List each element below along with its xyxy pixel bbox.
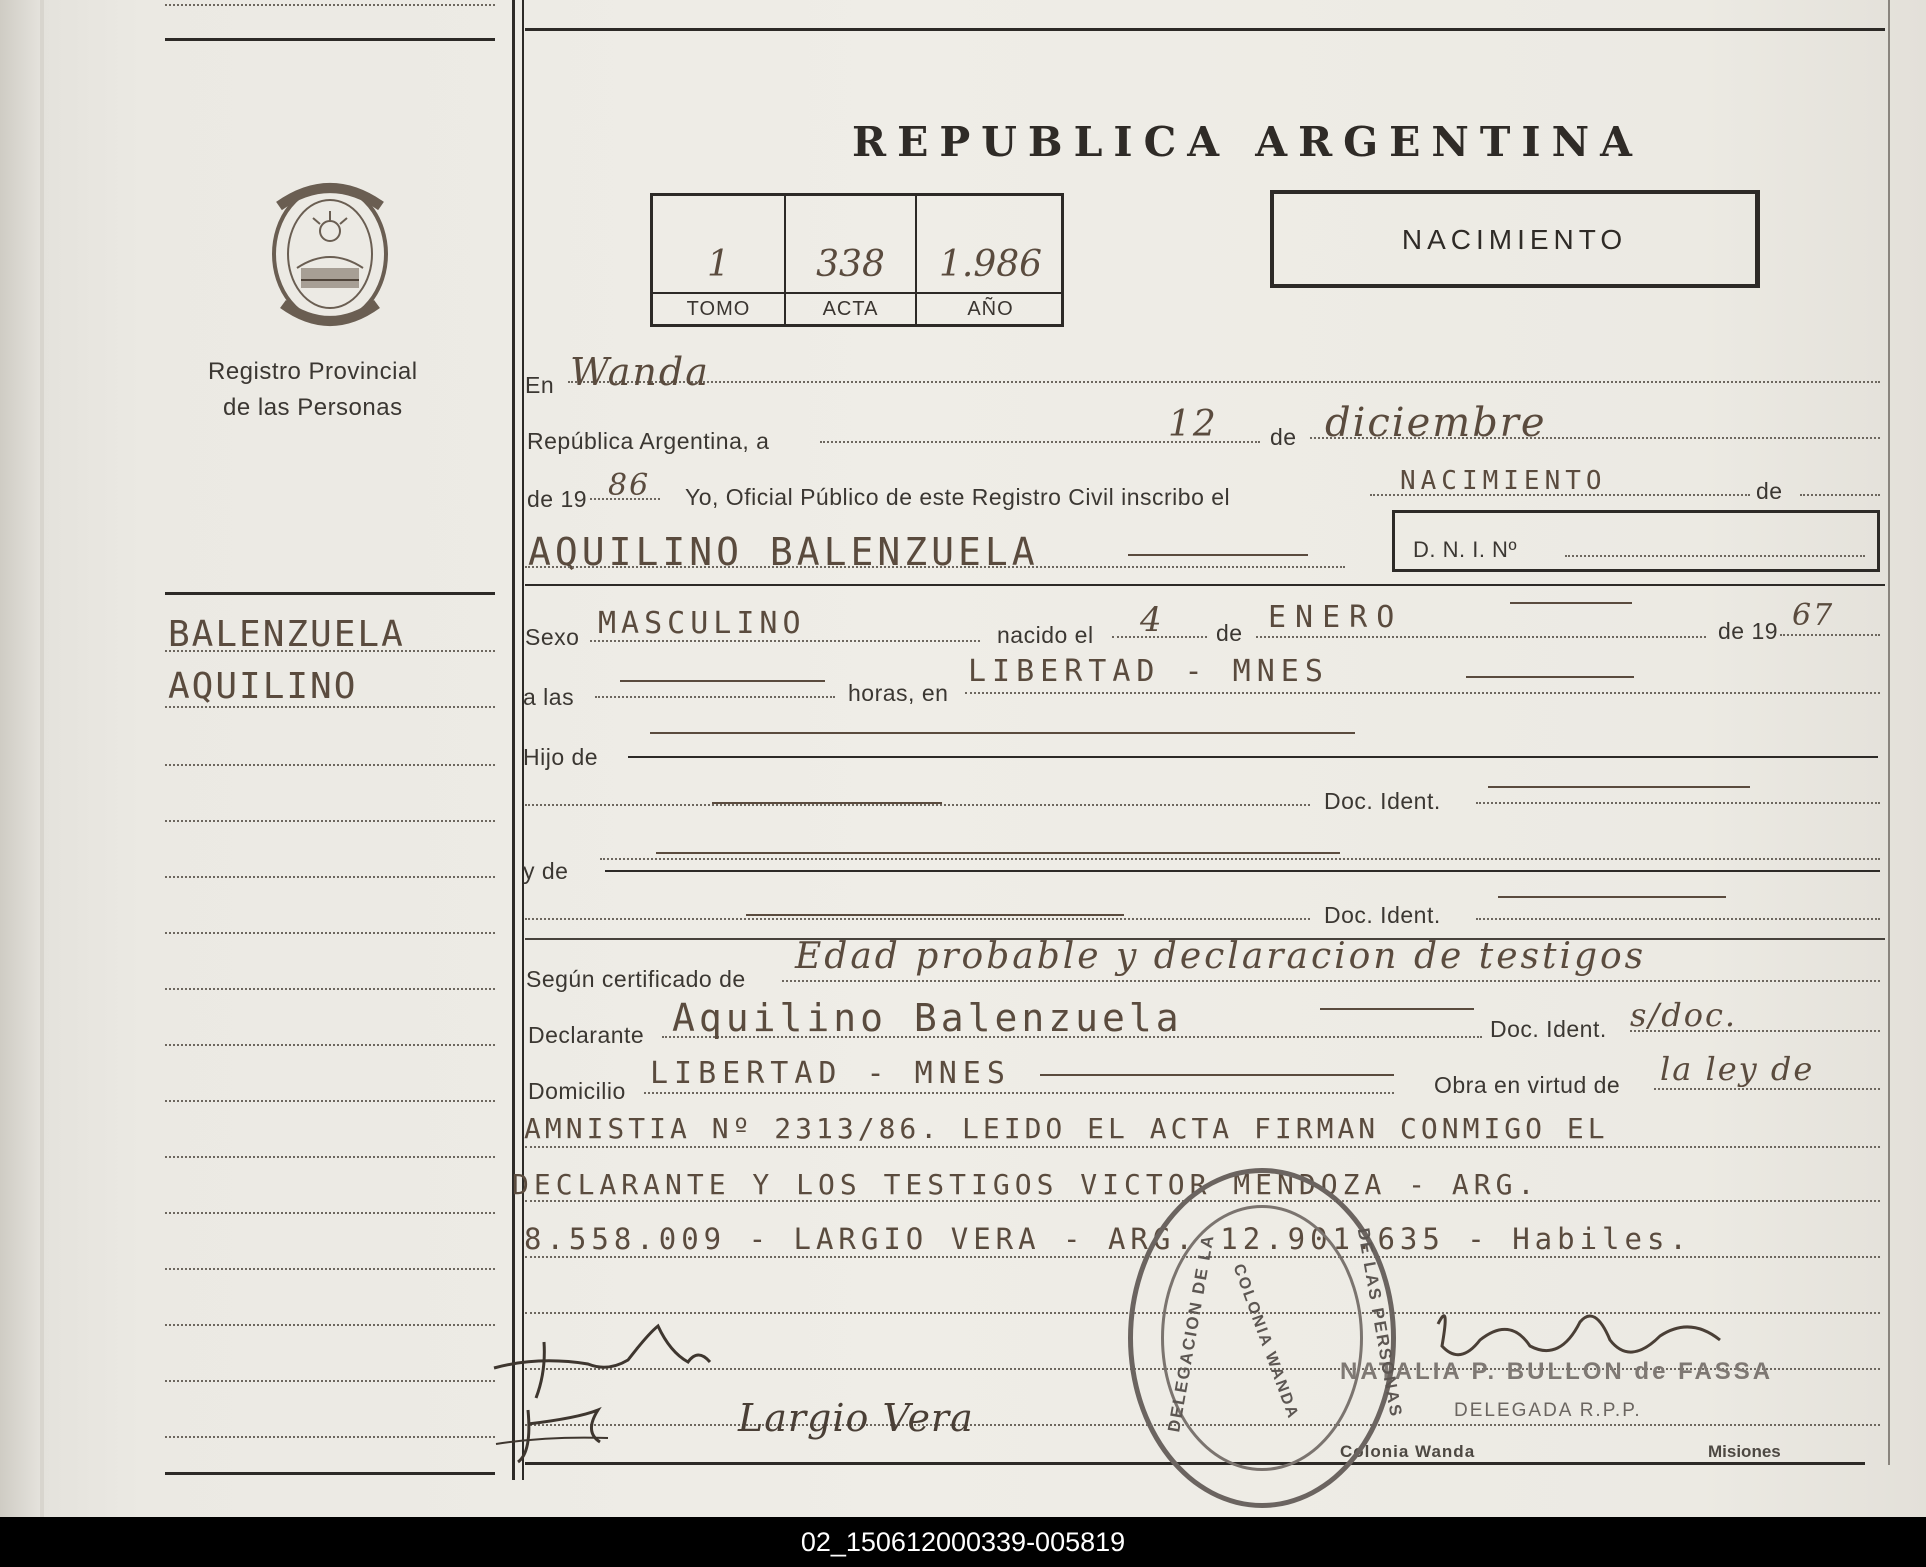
value-birth-place: LIBERTAD - MNES xyxy=(968,654,1329,689)
father-dash xyxy=(650,732,1355,734)
label-doc-2: Doc. Ident. xyxy=(1324,902,1441,928)
column-divider xyxy=(512,0,515,1480)
margin-name: AQUILINO xyxy=(168,666,358,707)
value-declarant: Aquilino Balenzuela xyxy=(672,996,1183,1040)
record-number-grid xyxy=(650,193,1064,327)
label-en: En xyxy=(525,372,555,398)
declarant-signature-icon xyxy=(488,1312,748,1472)
label-doc-1: Doc. Ident. xyxy=(1324,788,1441,814)
value-act-type: NACIMIENTO xyxy=(1400,466,1607,496)
provincial-seal-icon xyxy=(265,176,395,331)
registry-label-2: de las Personas xyxy=(223,394,403,421)
label-republica: República Argentina, a xyxy=(527,428,770,454)
margin-line xyxy=(165,820,495,822)
value-day: 12 xyxy=(1168,404,1218,445)
tomo-cell xyxy=(653,196,786,327)
margin-line xyxy=(165,1268,495,1270)
label-y-de: y de xyxy=(523,858,569,884)
margin-line xyxy=(165,706,495,708)
anio-value: 1.986 xyxy=(938,244,1043,285)
official-stamp-locality: Colonia Wanda xyxy=(1340,1442,1476,1461)
value-domicile: LIBERTAD - MNES xyxy=(650,1056,1011,1091)
line-birth-year xyxy=(1780,634,1880,636)
margin-line xyxy=(165,1212,495,1214)
doc2-dash xyxy=(1498,896,1726,898)
doc1-dash xyxy=(1488,786,1750,788)
line-place xyxy=(568,381,1880,383)
line-mother-upper xyxy=(600,858,1880,860)
line-birth-month xyxy=(1256,636,1706,638)
right-border xyxy=(1888,0,1890,1465)
text-line-1 xyxy=(525,1146,1880,1148)
right-top-rule xyxy=(525,28,1885,31)
margin-line xyxy=(165,764,495,766)
margin-line xyxy=(165,1100,495,1102)
place-dash xyxy=(1466,676,1634,678)
label-sexo: Sexo xyxy=(525,624,580,650)
line-doc-1 xyxy=(1476,802,1880,804)
margin-line xyxy=(165,932,495,934)
image-id-footer: 02_150612000339-005819 xyxy=(0,1517,1926,1567)
label-domicilio: Domicilio xyxy=(528,1078,626,1104)
stamp-right-arc: DE LAS PERSONAS xyxy=(1353,1226,1406,1420)
round-stamp xyxy=(1128,1168,1406,1508)
value-birth-year: 67 xyxy=(1792,598,1835,633)
label-obra: Obra en virtud de xyxy=(1434,1072,1621,1098)
value-month: diciembre xyxy=(1325,400,1547,446)
record-type: NACIMIENTO xyxy=(1401,224,1628,255)
anio-label: AÑO xyxy=(967,298,1014,320)
label-de-19b: de 19 xyxy=(1718,618,1779,644)
margin-line xyxy=(165,1380,495,1382)
tomo-label: TOMO xyxy=(686,298,751,320)
margin-bottom-rule xyxy=(165,1472,495,1475)
document-title: REPUBLICA ARGENTINA xyxy=(852,118,1643,166)
stamp-left-arc: DELEGACION DE LA xyxy=(1164,1232,1218,1434)
line-mother xyxy=(605,870,1880,872)
margin-line xyxy=(165,1156,495,1158)
value-text-1: AMNISTIA Nº 2313/86. LEIDO EL ACTA FIRMAN CONMIGO EL xyxy=(524,1112,1609,1145)
witness-signature: Largio Vera xyxy=(738,1396,974,1440)
official-stamp-name: NATALIA P. BULLON de FASSA xyxy=(1340,1358,1774,1385)
label-de-19: de 19 xyxy=(527,486,588,512)
declarant-dash xyxy=(1320,1008,1474,1010)
margin-line xyxy=(165,1324,495,1326)
label-a-las: a las xyxy=(523,684,575,710)
line-dni xyxy=(1565,555,1865,557)
line-mother-2 xyxy=(525,918,1310,920)
value-law: la ley de xyxy=(1660,1050,1815,1088)
label-segun: Según certificado de xyxy=(526,966,746,992)
line-hour xyxy=(595,696,835,698)
hour-dash xyxy=(620,680,825,682)
mother-dash xyxy=(656,852,1340,854)
label-dni: D. N. I. Nº xyxy=(1413,537,1517,562)
label-de-2: de xyxy=(1756,478,1783,504)
registry-label: Registro Provincial xyxy=(208,358,418,385)
stamp-center: COLONIA WANDA xyxy=(1229,1261,1302,1422)
value-certificate: Edad probable y declaracion de testigos xyxy=(795,936,1647,977)
column-divider-inner xyxy=(522,0,524,1480)
line-certificate xyxy=(782,980,1880,982)
line-doc-2 xyxy=(1476,918,1880,920)
label-nacido: nacido el xyxy=(997,622,1094,648)
left-top-rule xyxy=(165,38,495,41)
value-declarant-doc: s/doc. xyxy=(1630,996,1738,1034)
line-domicile xyxy=(644,1092,1394,1094)
line-name xyxy=(525,566,1345,568)
dni-box xyxy=(1392,510,1880,572)
value-place: Wanda xyxy=(570,350,710,394)
tomo-value: 1 xyxy=(707,244,730,285)
label-hijo: Hijo de xyxy=(523,744,599,770)
line-law xyxy=(1654,1088,1880,1090)
value-birth-month: ENERO xyxy=(1268,600,1404,635)
record-type-box xyxy=(1270,190,1760,288)
month-dash xyxy=(1510,602,1632,604)
page-fold xyxy=(40,0,44,1517)
acta-label: ACTA xyxy=(822,298,879,320)
label-de-1: de xyxy=(1270,424,1297,450)
line-father-2 xyxy=(525,804,1310,806)
label-inscribo: Yo, Oficial Público de este Registro Civil inscribo el xyxy=(685,484,1231,510)
mother-doc-dash xyxy=(746,914,1124,916)
official-stamp-role: DELEGADA R.P.P. xyxy=(1454,1400,1642,1421)
margin-line xyxy=(165,1044,495,1046)
name-dash xyxy=(1128,554,1308,556)
label-de-3: de xyxy=(1216,620,1243,646)
margin-line xyxy=(165,1436,495,1438)
value-birth-day: 4 xyxy=(1140,600,1164,640)
margin-line xyxy=(165,876,495,878)
label-horas: horas, en xyxy=(848,680,949,706)
domicile-dash xyxy=(1040,1074,1394,1076)
margin-line xyxy=(165,988,495,990)
top-dotted-line xyxy=(165,4,495,6)
section-rule xyxy=(525,584,1885,586)
anio-cell xyxy=(917,196,1064,327)
line-father xyxy=(628,756,1878,758)
official-stamp-province: Misiones xyxy=(1708,1442,1781,1461)
grid-separator xyxy=(653,292,1061,294)
value-text-3: 8.558.009 - LARGIO VERA - ARG. 12.901.635 - Habiles. xyxy=(524,1222,1692,1256)
acta-cell xyxy=(786,196,917,327)
value-year: 86 xyxy=(608,468,651,503)
margin-rule xyxy=(165,592,495,595)
value-sex: MASCULINO xyxy=(598,606,806,641)
line-birth-place xyxy=(965,692,1880,694)
margin-surname: BALENZUELA xyxy=(168,614,405,655)
line-de-2 xyxy=(1800,494,1880,496)
label-declarante: Declarante xyxy=(528,1022,645,1048)
label-doc-3: Doc. Ident. xyxy=(1490,1016,1607,1042)
value-text-2: DECLARANTE Y LOS TESTIGOS VICTOR MENDOZA - ARG. xyxy=(512,1168,1540,1201)
value-name: AQUILINO BALENZUELA xyxy=(528,530,1039,574)
margin-line xyxy=(165,650,495,652)
acta-value: 338 xyxy=(816,244,885,285)
